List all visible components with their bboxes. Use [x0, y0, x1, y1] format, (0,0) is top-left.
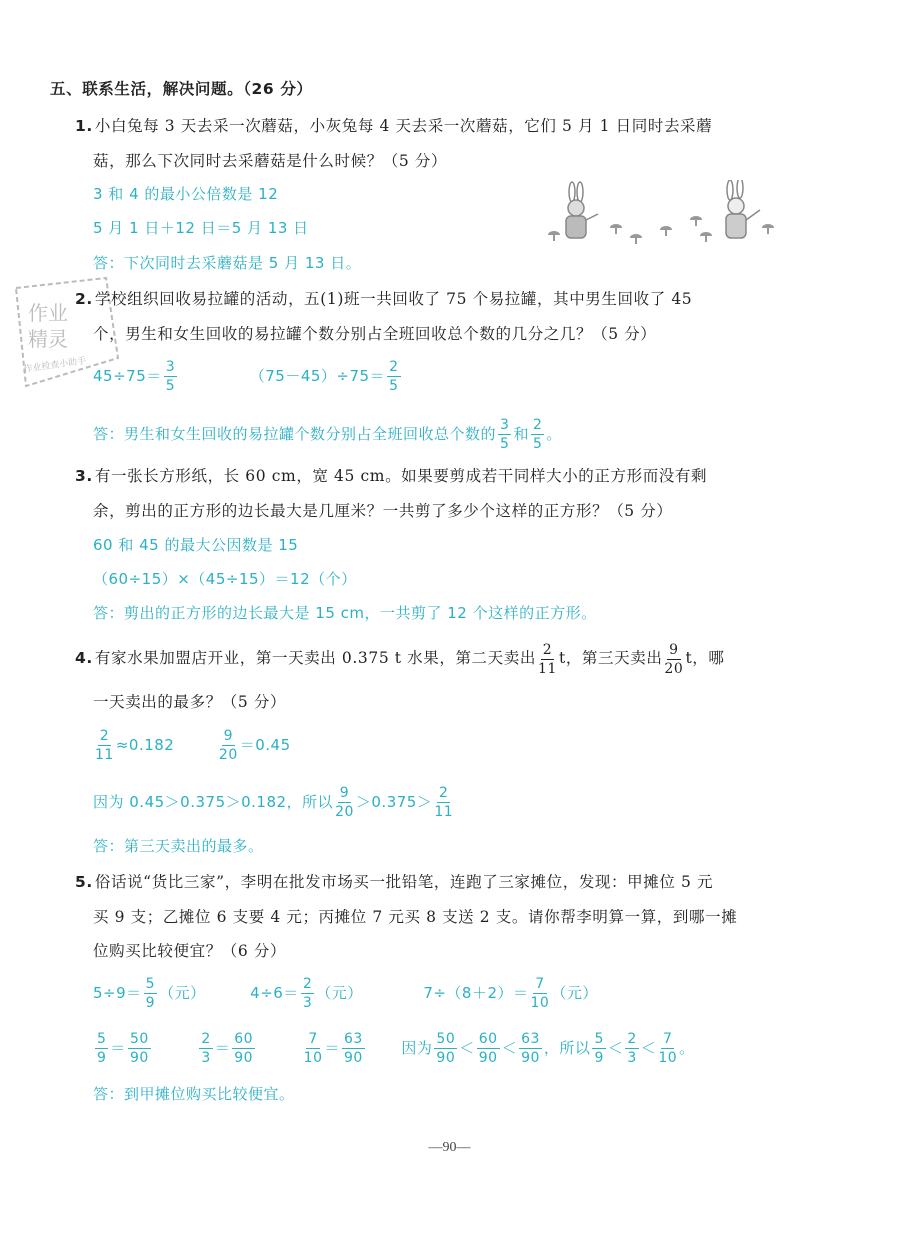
denominator: 90 — [234, 1050, 254, 1066]
equation-text: ≈0.182 — [115, 736, 175, 754]
problem-5-equations — [93, 975, 598, 1011]
problem-5-line2: 买 9 支；乙摊位 6 支要 4 元；丙摊位 7 元买 8 支送 2 支。请你帮李明算一算，到哪一摊 — [93, 908, 738, 926]
denominator: 90 — [436, 1050, 456, 1066]
denominator: 10 — [303, 1050, 323, 1066]
page-number: —90— — [428, 1140, 471, 1155]
fraction — [335, 786, 354, 819]
denominator: 3 — [627, 1050, 637, 1066]
problem-2-line2: 个，男生和女生回收的易拉罐个数分别占全班回收总个数的几分之几？（5 分） — [93, 325, 657, 343]
problem-1-line2: 菇，那么下次同时去采蘑菇是什么时候？（5 分） — [93, 152, 448, 170]
problem-text: t，第三天卖出 — [558, 649, 663, 667]
denominator: 90 — [129, 1050, 149, 1066]
denominator: 10 — [658, 1050, 678, 1066]
fraction — [301, 977, 314, 1010]
numerator: 5 — [594, 1031, 604, 1047]
numerator: 50 — [129, 1031, 149, 1047]
watermark-line3: 作业检查小助手 — [23, 356, 87, 375]
comparison-text: 。 — [679, 1039, 695, 1057]
equation-text: （75－45）÷75＝ — [249, 367, 386, 385]
less-than-sign: ＜ — [607, 1039, 624, 1057]
fraction — [95, 1032, 108, 1065]
denominator: 10 — [530, 995, 550, 1011]
problem-3-answer-step1: 60 和 45 的最大公因数是 15 — [93, 536, 299, 554]
bunny-mushroom-icon — [540, 180, 780, 250]
numerator: 63 — [521, 1031, 540, 1047]
problem-3-conclusion: 答：剪出的正方形的边长最大是 15 cm，一共剪了 12 个这样的正方形。 — [93, 604, 597, 622]
fraction — [144, 977, 157, 1010]
fraction — [658, 1032, 677, 1065]
denominator: 5 — [500, 436, 510, 452]
denominator: 9 — [594, 1050, 604, 1066]
problem-number: 4. — [75, 649, 93, 667]
numerator: 60 — [478, 1031, 498, 1047]
numerator: 3 — [165, 359, 176, 375]
numerator: 7 — [663, 1031, 673, 1047]
equation-text: （元） — [551, 984, 598, 1002]
fraction — [95, 729, 114, 762]
problem-1-line1 — [75, 115, 712, 137]
fraction — [531, 977, 550, 1010]
numerator: 2 — [99, 728, 110, 744]
fraction — [498, 418, 511, 451]
problem-3-line1 — [75, 465, 707, 487]
problem-4-line2: 一天卖出的最多？（5 分） — [93, 693, 287, 711]
numerator: 2 — [302, 976, 313, 992]
fraction — [342, 1032, 365, 1065]
fraction — [519, 1032, 542, 1065]
denominator: 90 — [478, 1050, 498, 1066]
numerator: 2 — [439, 785, 449, 801]
numerator: 2 — [201, 1031, 211, 1047]
numerator: 9 — [339, 785, 350, 801]
fraction — [592, 1032, 605, 1065]
fraction — [434, 1032, 457, 1065]
numerator: 2 — [389, 359, 399, 375]
problem-text: 小白兔每 3 天去采一次蘑菇，小灰兔每 4 天去采一次蘑菇，它们 5 月 1 日同时去采蘑 — [94, 117, 713, 135]
problem-4-conclusion: 答：第三天卖出的最多。 — [93, 837, 264, 855]
problem-number: 1. — [75, 117, 93, 135]
problem-2-equations — [93, 358, 403, 394]
denominator: 11 — [434, 804, 454, 820]
equation-text: 5÷9＝ — [93, 984, 142, 1002]
problem-text: 俗话说“货比三家”，李明在批发市场买一批铅笔，连跑了三家摊位，发现：甲摊位 5 元 — [94, 873, 714, 891]
problem-3-line2: 余，剪出的正方形的边长最大是几厘米？一共剪了多少个这样的正方形？（5 分） — [93, 502, 673, 520]
numerator: 9 — [669, 641, 679, 658]
denominator: 11 — [95, 747, 114, 763]
less-than-sign: ＜ — [501, 1039, 518, 1057]
comparison-text: ＞0.375＞ — [355, 793, 433, 811]
denominator: 5 — [532, 436, 543, 452]
problem-text: t，哪 — [685, 649, 725, 667]
equation-text: 4÷6＝ — [250, 984, 299, 1002]
denominator: 20 — [664, 660, 684, 677]
numerator: 2 — [627, 1031, 637, 1047]
answer-text: 和 — [513, 425, 529, 443]
problem-3-answer-step2: （60÷15）×（45÷15）＝12（个） — [93, 570, 357, 588]
equals-sign: ＝ — [110, 1039, 126, 1057]
comparison-text: 因为 — [401, 1039, 433, 1057]
comparison-text: 因为 0.45＞0.375＞0.182，所以 — [93, 793, 334, 811]
problem-5-line1 — [75, 871, 713, 893]
bunnies-illustration — [540, 180, 780, 250]
fraction — [164, 360, 177, 393]
numerator: 5 — [97, 1031, 107, 1047]
problem-5-line3: 位购买比较便宜？（6 分） — [93, 942, 287, 960]
numerator: 50 — [436, 1031, 456, 1047]
denominator: 11 — [537, 660, 557, 677]
less-than-sign: ＜ — [640, 1039, 657, 1057]
problem-text: 有家水果加盟店开业，第一天卖出 0.375 t 水果，第二天卖出 — [94, 649, 536, 667]
problem-1-answer-step1: 3 和 4 的最小公倍数是 12 — [93, 185, 279, 203]
denominator: 9 — [145, 995, 156, 1011]
problem-number: 2. — [75, 290, 93, 308]
watermark-line1: 作业 — [28, 301, 68, 325]
fraction — [625, 1032, 638, 1065]
fraction — [219, 729, 238, 762]
denominator: 20 — [335, 804, 354, 820]
problem-5-conversions — [93, 1030, 695, 1066]
fraction — [128, 1032, 151, 1065]
denominator: 9 — [97, 1050, 107, 1066]
equals-sign: ＝ — [324, 1039, 340, 1057]
fraction — [199, 1032, 212, 1065]
watermark-line2: 精灵 — [28, 327, 68, 351]
problem-2-line1 — [75, 288, 692, 310]
denominator: 90 — [344, 1050, 363, 1066]
denominator: 20 — [218, 747, 238, 763]
numerator: 9 — [223, 728, 234, 744]
problem-1-conclusion: 答：下次同时去采蘑菇是 5 月 13 日。 — [93, 254, 362, 272]
section-title: 五、联系生活，解决问题。（26 分） — [50, 80, 313, 98]
denominator: 5 — [165, 378, 176, 394]
problem-text: 学校组织回收易拉罐的活动，五(1)班一共回收了 75 个易拉罐，其中男生回收了 45 — [94, 290, 693, 308]
denominator: 90 — [521, 1050, 540, 1066]
numerator: 2 — [532, 417, 543, 433]
numerator: 7 — [308, 1031, 318, 1047]
answer-text: 。 — [546, 425, 562, 443]
numerator: 63 — [344, 1031, 363, 1047]
numerator: 3 — [500, 417, 510, 433]
equation-text: 7÷（8＋2）＝ — [423, 984, 529, 1002]
problem-5-conclusion: 答：到甲摊位购买比较便宜。 — [93, 1085, 295, 1103]
fraction — [232, 1032, 255, 1065]
equation-text: （元） — [316, 984, 363, 1002]
denominator: 3 — [302, 995, 313, 1011]
fraction — [304, 1032, 323, 1065]
fraction — [531, 418, 544, 451]
fraction — [664, 643, 683, 676]
equals-sign: ＝ — [214, 1039, 231, 1057]
fraction — [477, 1032, 500, 1065]
problem-number: 5. — [75, 873, 93, 891]
problem-4-comparison — [93, 784, 455, 820]
numerator: 2 — [542, 641, 553, 658]
problem-text: 有一张长方形纸，长 60 cm，宽 45 cm。如果要剪成若干同样大小的正方形而没有剩 — [94, 467, 708, 485]
numerator: 60 — [234, 1031, 254, 1047]
fraction — [387, 360, 400, 393]
problem-2-conclusion — [93, 416, 562, 452]
equation-text: 45÷75＝ — [93, 367, 162, 385]
equation-text: （元） — [159, 984, 206, 1002]
problem-4-equations — [93, 727, 291, 763]
equation-text: ＝0.45 — [239, 736, 291, 754]
denominator: 5 — [389, 378, 399, 394]
problem-1-answer-step2: 5 月 1 日＋12 日＝5 月 13 日 — [93, 219, 309, 237]
problem-4-line1 — [75, 640, 724, 676]
numerator: 7 — [535, 976, 545, 992]
less-than-sign: ＜ — [459, 1039, 475, 1057]
fraction — [538, 643, 557, 676]
denominator: 3 — [201, 1050, 211, 1066]
fraction — [434, 786, 453, 819]
numerator: 5 — [145, 976, 156, 992]
comparison-text: ，所以 — [543, 1039, 591, 1057]
answer-text: 答：男生和女生回收的易拉罐个数分别占全班回收总个数的 — [93, 425, 497, 443]
problem-number: 3. — [75, 467, 93, 485]
